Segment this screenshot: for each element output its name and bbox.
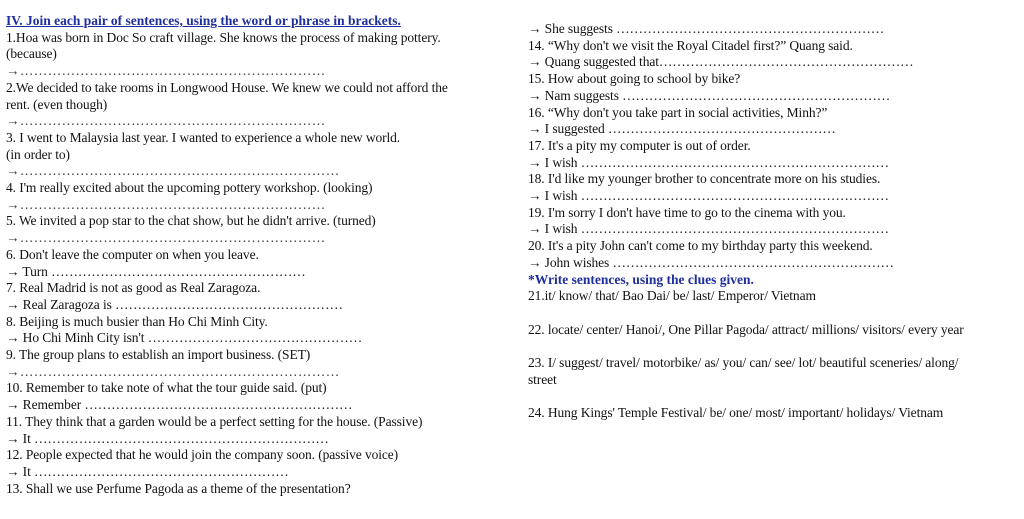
answer-line-10: → Remember …………………………………………………… [6, 397, 353, 413]
exercise-line-11: 8. Beijing is much busier than Ho Chi Minh City. [6, 313, 268, 329]
exercise-line-5: 3. I went to Malaysia last year. I wanted to experience a whole new world. [6, 129, 401, 145]
answer-line-19: → I wish …………………………………………………………… [528, 221, 889, 237]
exercise-line-17: 14. “Why don't we visit the Royal Citadel first?” Quang said. [528, 37, 853, 53]
answer-line-3: →…………………………………………………………… [6, 163, 340, 179]
exercise-line-13: 10. Remember to take note of what the tour guide said. (put) [6, 380, 327, 396]
answer-line-15: → Nam suggests …………………………………………………… [528, 87, 891, 103]
exercise-line-10: 7. Real Madrid is not as good as Real Zaragoza. [6, 280, 261, 296]
exercise-line-23: 20. It's a pity John can't come to my birthday party this weekend. [528, 238, 873, 254]
right-column [528, 21, 1020, 422]
write-section-heading: *Write sentences, using the clues given. [528, 271, 754, 287]
clue-line-23-cont: street [528, 371, 557, 387]
left-column [6, 13, 511, 497]
exercise-line-18: 15. How about going to school by bike? [528, 71, 741, 87]
answer-line-14: → Quang suggested that………………………………………………… [528, 54, 914, 70]
answer-line-17: → I wish …………………………………………………………… [528, 154, 889, 170]
answer-line-6: → Turn ………………………………………………… [6, 263, 306, 279]
exercise-line-9: 6. Don't leave the computer on when you leave. [6, 246, 259, 262]
exercise-line-4: rent. (even though) [6, 96, 108, 112]
clue-line-21: 21.it/ know/ that/ Bao Dai/ be/ last/ Emperor/ Vietnam [528, 288, 816, 304]
exercise-line-12: 9. The group plans to establish an import business. (SET) [6, 347, 311, 363]
blank-gap-1 [528, 305, 1020, 322]
clue-line-24: 24. Hung Kings' Temple Festival/ be/ one/ most/ important/ holidays/ Vietnam [528, 405, 944, 421]
exercise-line-7: 4. I'm really excited about the upcoming pottery workshop. (looking) [6, 180, 373, 196]
blank-gap-3 [528, 388, 1020, 405]
answer-line-20: → John wishes ……………………………………………………… [528, 254, 894, 270]
answer-line-13: → She suggests …………………………………………………… [528, 21, 885, 36]
answer-line-1: →………………………………………………………… [6, 63, 326, 79]
exercise-line-1: 1.Hoa was born in Doc So craft village. She knows the process of making pottery. [6, 29, 441, 45]
exercise-line-14: 11. They think that a garden would be a perfect setting for the house. (Passive) [6, 413, 423, 429]
answer-line-12: → It ………………………………………………… [6, 463, 289, 479]
clue-line-22: 22. locate/ center/ Hanoi/, One Pillar Pagoda/ attract/ millions/ visitors/ every year [528, 321, 964, 337]
exercise-line-6: (in order to) [6, 146, 70, 162]
exercise-line-19: 16. “Why don't you take part in social activities, Minh?” [528, 104, 828, 120]
blank-gap-2 [528, 338, 1020, 355]
answer-line-2: →………………………………………………………… [6, 113, 326, 129]
answer-line-11: → It ………………………………………………………… [6, 430, 329, 446]
exercise-line-8: 5. We invited a pop star to the chat show, but he didn't arrive. (turned) [6, 213, 376, 229]
exercise-line-20: 17. It's a pity my computer is out of order. [528, 137, 751, 153]
answer-line-16: → I suggested …………………………………………… [528, 121, 836, 137]
answer-line-18: → I wish …………………………………………………………… [528, 188, 889, 204]
answer-line-7: → Real Zaragoza is …………………………………………… [6, 296, 343, 312]
exercise-line-15: 12. People expected that he would join the company soon. (passive voice) [6, 447, 399, 463]
exercise-line-3: 2.We decided to take rooms in Longwood House. We knew we could not afford the [6, 79, 448, 95]
exercise-line-2: (because) [6, 46, 57, 62]
answer-line-5: →………………………………………………………… [6, 230, 326, 246]
answer-line-9: →…………………………………………………………… [6, 363, 340, 379]
answer-line-4: →………………………………………………………… [6, 196, 326, 212]
exercise-line-21: 18. I'd like my younger brother to concentrate more on his studies. [528, 171, 881, 187]
exercise-line-16: 13. Shall we use Perfume Pagoda as a theme of the presentation? [6, 480, 351, 496]
clue-line-23: 23. I/ suggest/ travel/ motorbike/ as/ you/ can/ see/ lot/ beautiful sceneries/ along/ [528, 355, 959, 371]
answer-line-8: → Ho Chi Minh City isn't ………………………………………… [6, 330, 363, 346]
exercise-line-22: 19. I'm sorry I don't have time to go to the cinema with you. [528, 204, 846, 220]
section-heading: IV. Join each pair of sentences, using the word or phrase in brackets. [6, 13, 401, 28]
